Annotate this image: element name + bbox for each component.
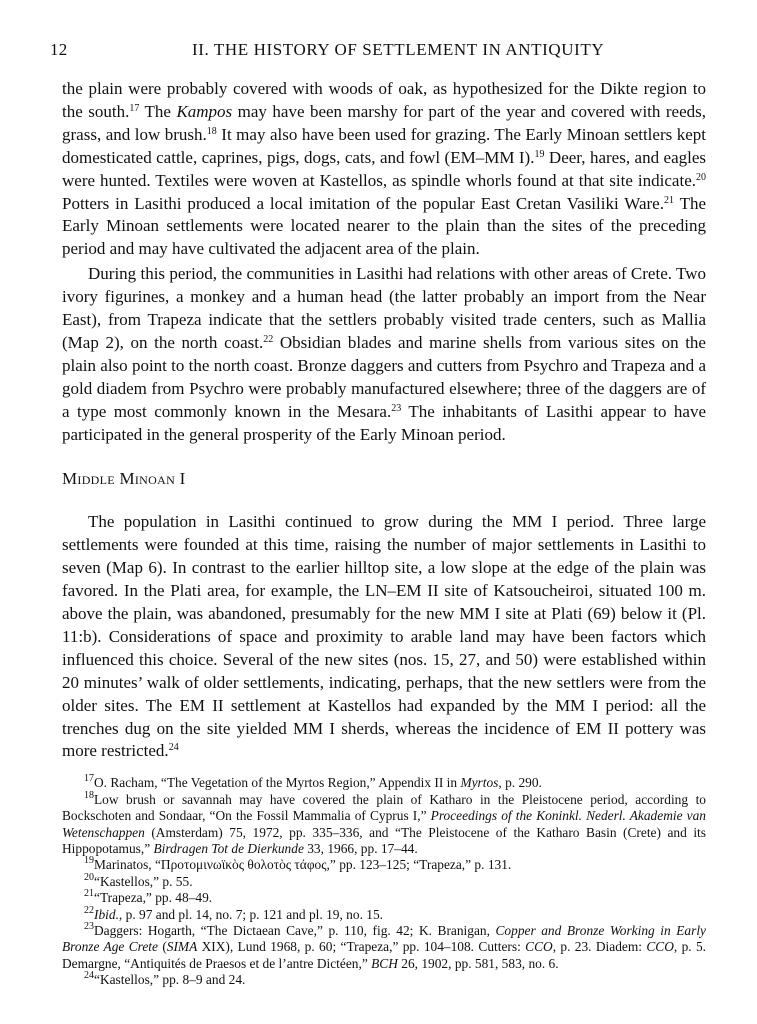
italic-title: Ibid. bbox=[94, 906, 119, 922]
paragraph bbox=[62, 78, 706, 261]
text: The inhabitants of Lasithi appear to have participated in the general prosperity of the Early Minoan period. bbox=[62, 401, 706, 444]
footnote-ref[interactable]: 23 bbox=[391, 402, 402, 414]
text: 26, 1902, pp. 581, 583, no. 6. bbox=[397, 955, 559, 971]
footnote-number: 20 bbox=[84, 871, 94, 883]
text: It may also have been used for grazing. The Early Minoan settlers kept domesticated cattle, caprines, pigs, dogs, cats, and fowl (EM–MM I). bbox=[62, 124, 707, 167]
text: , p. 290. bbox=[498, 775, 542, 791]
italic-title: SIMA bbox=[166, 939, 198, 955]
footnote-ref[interactable]: 17 bbox=[129, 102, 140, 114]
footnote bbox=[62, 972, 706, 988]
text: O. Racham, “The Vegetation of the Myrtos Region,” Appendix II in bbox=[94, 775, 461, 791]
text: Marinatos, “Προτομινωϊκὸς θολοτὸς τάφος,” pp. 123–125; “Trapeza,” p. 131. bbox=[94, 857, 512, 873]
footnote-ref[interactable]: 21 bbox=[663, 194, 674, 206]
footnote-number: 24 bbox=[84, 970, 94, 982]
footnotes bbox=[62, 775, 706, 988]
text: the plain were probably covered with woods of oak, as hypothesized for the Dikte region to the south. bbox=[62, 79, 706, 121]
footnote-number: 21 bbox=[84, 888, 94, 900]
paragraph bbox=[62, 511, 706, 763]
italic-title: Copper and Bronze Working in Early Bronze Age Crete bbox=[62, 923, 706, 955]
text: Obsidian blades and marine shells from various sites on the plain also point to the north coast. Bronze daggers and cutters from Psychro and Trapeza and a gold diadem from Psychro were probably manufactured elsewhere; three of the daggers are of a type most commonly known in the Mesara. bbox=[62, 332, 706, 421]
footnote-ref[interactable]: 22 bbox=[263, 333, 274, 345]
footnote-number: 18 bbox=[84, 789, 94, 801]
text: XIX), Lund 1968, p. 60; “Trapeza,” pp. 104–108. Cutters: bbox=[197, 939, 526, 955]
italic-title: CCO bbox=[646, 939, 674, 955]
footnote-number: 23 bbox=[84, 921, 94, 933]
text: The population in Lasithi continued to grow during the MM I period. Three large settlements were founded at this time, raising the number of major settlements in Lasithi to seven (Map 6). In contrast to the earlier hilltop site, a low slope at the edge of the plain was favored. In the Plati area, for example, the LN–EM II site of Katsoucheiroi, situated 100 m. above the plain, was abandoned, presumably for the new MM I site at Plati (69) below it (Pl. 11:b). Considerations of space and proximity to arable land may have been factors which influenced this choice. Several of the new sites (nos. 15, 27, and 50) were established within 20 minutes’ walk of older settlements, indicating, perhaps, that the new settlers were from the older sites. The EM II settlement at Kastellos had expanded by the MM I period: all the trenches dug on the site yielded MM I sherds, whereas the incidence of EM II pottery was more restricted. bbox=[62, 512, 706, 761]
section-heading: Middle Minoan I bbox=[62, 468, 186, 488]
page bbox=[50, 40, 707, 989]
text: During this period, the communities in Lasithi had relations with other areas of Crete. Two ivory figurines, a monkey and a human head (the latter probably an import from the Near East), from Trapeza indicate that the settlers probably visited trade centers, such as Mallia (Map 2), on the north coast. bbox=[62, 264, 706, 352]
text: “Trapeza,” pp. 48–49. bbox=[94, 890, 213, 906]
footnote-number: 17 bbox=[84, 773, 94, 785]
text: Low brush or savannah may have covered the plain of Katharo in the Pleistocene period, according to Bockschoten and Sondaar, “On the Fossil Mammalia of Cyprus I,” bbox=[62, 791, 706, 824]
footnote bbox=[62, 789, 706, 858]
text: “Kastellos,” p. 55. bbox=[94, 873, 193, 889]
paragraph bbox=[62, 263, 706, 446]
italic-title: Myrtos bbox=[460, 775, 499, 791]
text: ( bbox=[157, 939, 167, 955]
footnote-ref[interactable]: 20 bbox=[696, 171, 706, 183]
text: , p. 97 and pl. 14, no. 7; p. 121 and pl. 19, no. 15. bbox=[118, 906, 384, 922]
text: The Early Minoan settlements were located nearer to the plain than the sites of the preceding period and may have cultivated the adjacent area of the plain. bbox=[62, 193, 707, 259]
italic-title: Birdragen Tot de Dierkunde bbox=[153, 841, 304, 856]
footnote bbox=[62, 904, 706, 923]
text: Daggers: Hogarth, “The Dictaean Cave,” p. 110, fig. 42; K. Branigan, bbox=[94, 923, 496, 939]
page-header bbox=[50, 40, 706, 64]
italic-title: Proceedings of the Koninkl. Nederl. Akademie van Wetenschappen bbox=[62, 808, 706, 840]
text: (Amsterdam) 75, 1972, pp. 335–336, and “The Pleistocene of the Katharo Basin (Crete) and its Hippopotamus,” bbox=[62, 824, 706, 856]
text: 33, 1966, pp. 17–44. bbox=[303, 841, 418, 856]
footnote-ref[interactable]: 19 bbox=[534, 148, 545, 160]
text: may have been marshy for part of the year and covered with reeds, grass, and low brush. bbox=[62, 101, 707, 144]
footnote bbox=[62, 871, 706, 890]
text: , p. 23. Diadem: bbox=[552, 939, 647, 955]
page-number: 12 bbox=[50, 40, 68, 59]
footnote-ref[interactable]: 24 bbox=[168, 742, 179, 754]
text: Potters in Lasithi produced a local imitation of the popular East Cretan Vasiliki Ware. bbox=[62, 193, 664, 213]
running-title: II. THE HISTORY OF SETTLEMENT IN ANTIQUITY bbox=[192, 40, 605, 59]
text: The bbox=[139, 101, 177, 121]
text: , p. 5. Demargne, “Antiquités de Praesos et de l’antre Dictéen,” bbox=[62, 939, 707, 971]
footnote bbox=[62, 923, 706, 972]
footnote bbox=[62, 857, 706, 873]
text: Deer, hares, and eagles were hunted. Textiles were woven at Kastellos, as spindle whorls found at that site indicate. bbox=[62, 147, 706, 190]
italic-title: BCH bbox=[371, 955, 398, 971]
italic-title: CCO bbox=[525, 939, 553, 955]
footnote-ref[interactable]: 18 bbox=[206, 125, 217, 137]
text: “Kastellos,” pp. 8–9 and 24. bbox=[94, 972, 246, 988]
italic-term: Kampos bbox=[176, 101, 233, 121]
footnote-number: 19 bbox=[84, 855, 94, 867]
footnote bbox=[62, 890, 706, 906]
footnote bbox=[62, 775, 706, 791]
main-text bbox=[62, 78, 706, 763]
footnote-number: 22 bbox=[84, 904, 94, 916]
